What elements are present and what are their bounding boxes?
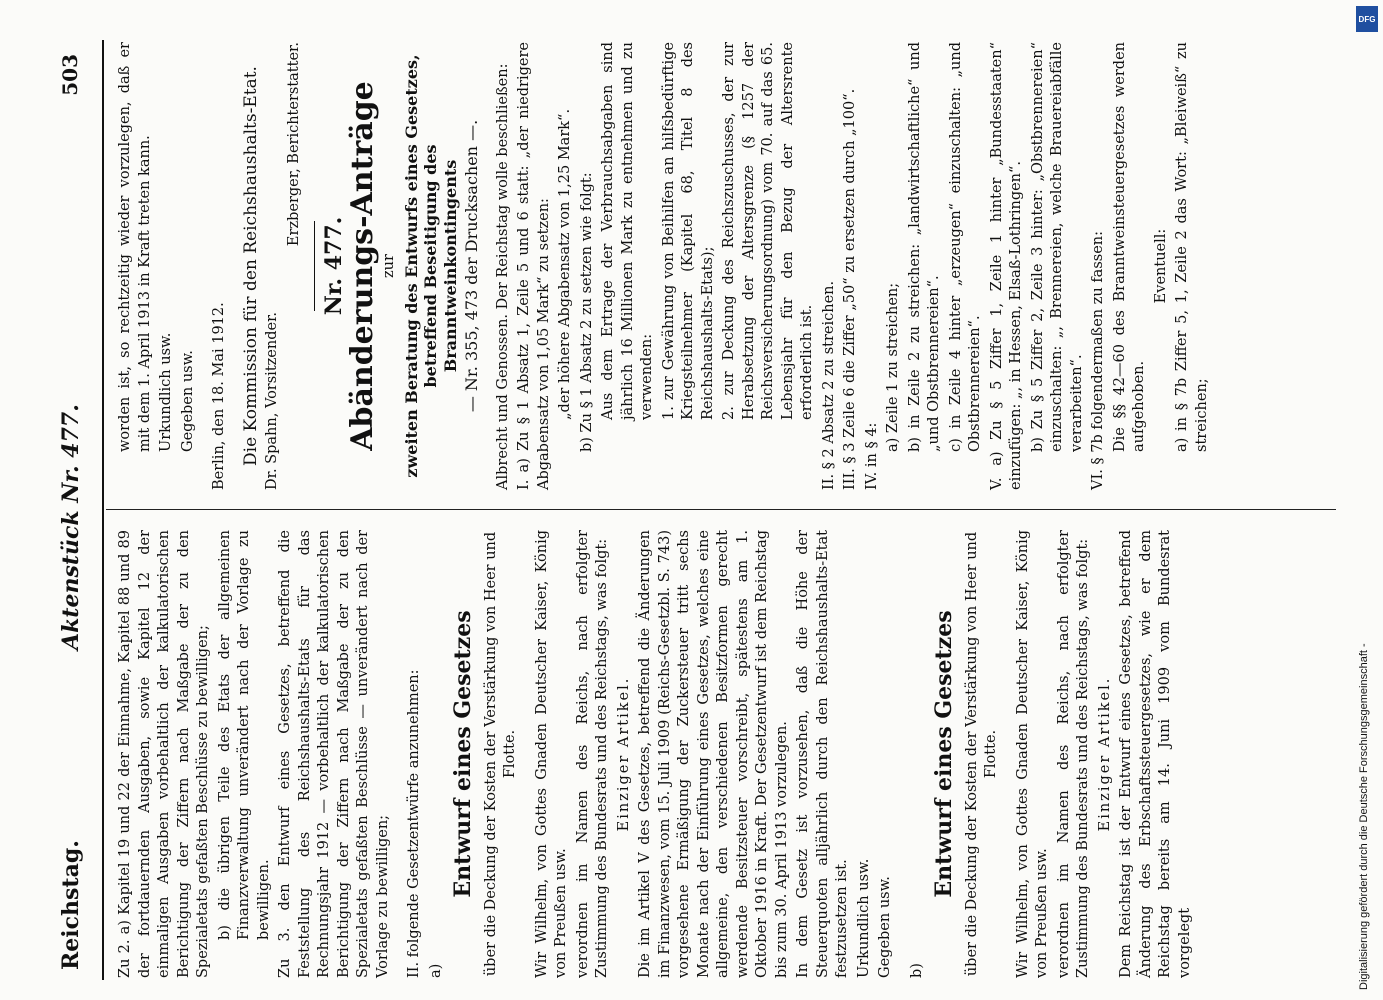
title-connector: zur xyxy=(381,254,397,278)
para: c) in Zeile 4 hinter „erzeugen“ einzuschalten: „und Obstbrennereien“. xyxy=(947,42,983,452)
para: 1. zur Gewährung von Beihilfen an hilfsbedürftige Kriegsteilnehmer (Kapitel 68, Titel 8 des Reichshaushalts-Etats); xyxy=(660,42,716,420)
date-line: Berlin, den 18. Mai 1912. xyxy=(211,302,227,490)
para: VI. § 7b folgendermaßen zu fassen: xyxy=(1090,230,1106,490)
para: b) Zu § 5 Ziffer 2, Zeile 3 hinter: „Obstbrennereien“ einzuschalten: „, Brennereien, welche Brauereiabfälle verarbeiten“. xyxy=(1029,42,1085,452)
para: „der höhere Abgabensatz von 1,25 Mark“. xyxy=(557,108,573,420)
para: Eventuell: xyxy=(1152,228,1169,304)
article-heading: Einziger Artikel. xyxy=(615,676,632,832)
column-divider xyxy=(106,509,1336,510)
commission-title: Die Kommission für den Reichshaushalts-Etat. xyxy=(240,66,261,466)
para: Gegeben usw. xyxy=(179,350,196,452)
section-heading: Entwurf eines Gesetzes xyxy=(450,610,476,898)
para: IV. in § 4: xyxy=(863,422,880,490)
section-subheading: über die Deckung der Kosten der Verstärkung von Heer und Flotte. xyxy=(482,531,518,977)
section-subheading: über die Deckung der Kosten der Verstärkung von Heer und Flotte. xyxy=(963,531,999,977)
page-number: 503 xyxy=(58,54,82,96)
para: II. folgende Gesetzentwürfe anzunehmen: xyxy=(406,669,422,978)
signature-reporter: Erzberger, Berichterstatter. xyxy=(285,42,302,247)
para: Urkundlich usw. xyxy=(855,858,872,978)
para: 2. zur Deckung des Reichszuschusses, der zur Herabsetzung der Altersgrenze (§ 1257 der Reichsversicherungsordnung) vom 70. auf das 65. Lebensjahr für den Bezug der Altersrente erforderlich ist. xyxy=(721,42,815,420)
para: Wir Wilhelm, von Gottes Gnaden Deutscher Kaiser, König von Preußen usw. xyxy=(533,530,569,978)
page-header xyxy=(20,30,84,990)
para: Dem Reichstag ist der Entwurf eines Gesetzes, betreffend Änderung des Erbschaftssteuergesetzes, wie er dem Reichstag bereits am 14. Juni 1909 vom Bundesrat vorgelegt xyxy=(1118,530,1193,978)
header-title: Aktenstück Nr. 477. xyxy=(58,404,84,650)
section-heading: Entwurf eines Gesetzes xyxy=(931,610,957,898)
left-column xyxy=(116,530,1197,978)
document-title: Abänderungs-Anträge xyxy=(344,81,380,451)
document-sheet xyxy=(20,30,1340,990)
signature-chair: Dr. Spahn, Vorsitzender. xyxy=(264,311,280,490)
right-column xyxy=(116,42,1214,490)
para: Zu 3. den Entwurf eines Gesetzes, betreffend die Feststellung des Reichshaushalts-Etats für das Rechnungsjahr 1912 — vorbehaltlich der kalkulatorischen Berichtigung der Ziffern nach Maßgabe der zu den Spezialetats gefaßten Beschlüsse — unverändert nach der Vorlage zu bewilligen; xyxy=(277,530,391,978)
para: Wir Wilhelm, von Gottes Gnaden Deutscher Kaiser, König von Preußen usw. xyxy=(1014,530,1050,978)
para: Die im Artikel V des Gesetzes, betreffend die Änderungen im Finanzwesen, vom 15. Juli 1909 (Reichs-Gesetzbl. S. 743) vorgesehene Ermäßigung der Zuckersteuer tritt sechs Monate nach der Einführung eines Gesetzes, welches eine allgemeine, den verschiedenen Besitzformen gerecht werdende Besitzsteuer vorschreibt, spätestens am 1. Oktober 1916 in Kraft. Der Gesetzentwurf ist dem Reichstag bis zum 30. April 1913 vorzulegen. xyxy=(637,530,790,978)
para: Albrecht und Genossen. Der Reichstag wolle beschließen: xyxy=(494,63,511,490)
para: Gegeben usw. xyxy=(877,876,893,978)
para: V. a) Zu § 5 Ziffer 1, Zeile 1 hinter „Bundesstaaten“ einzufügen: „, in Hessen, Elsaß-Lothringen“. xyxy=(988,42,1024,490)
para: Urkundlich usw. xyxy=(158,332,174,452)
para: a) in § 7b Ziffer 5, 1, Zeile 2 das Wort: „Bleiweiß“ zu streichen; xyxy=(1174,42,1210,452)
para: Die §§ 42—60 des Branntweinsteuergesetzes werden aufgehoben. xyxy=(1111,42,1147,452)
para: worden ist, so rechtzeitig wieder vorzulegen, daß er mit dem 1. April 1913 in Kraft treten kann. xyxy=(117,42,153,452)
para: Aus dem Ertrage der Verbrauchsabgaben sind jährlich 16 Millionen Mark zu entnehmen und zu verwenden: xyxy=(600,42,655,420)
header-left: Reichstag. xyxy=(58,840,84,970)
header-rule xyxy=(102,40,104,980)
para: verordnen im Namen des Reichs, nach erfolgter Zustimmung des Bundesrats und des Reichstags, was folgt: xyxy=(1055,530,1091,978)
para: In dem Gesetz ist vorzusehen, daß die Höhe der Steuerquoten alljährlich durch den Reichshaushalts-Etat festzusetzen ist. xyxy=(795,530,850,978)
separator xyxy=(314,221,315,311)
para: verordnen im Namen des Reichs, nach erfolgter Zustimmung des Bundesrats und des Reichstags, was folgt: xyxy=(574,530,610,978)
dfg-logo: DFG xyxy=(1356,6,1378,32)
para: b) in Zeile 2 zu streichen: „landwirtschaftliche“ und „und Obstbrennereien“. xyxy=(906,42,942,452)
para: b) Zu § 1 Absatz 2 zu setzen wie folgt: xyxy=(578,172,595,452)
para: a) Zeile 1 zu streichen; xyxy=(885,282,901,452)
article-heading: Einziger Artikel. xyxy=(1096,676,1113,832)
para: I. a) Zu § 1 Absatz 1, Zeile 5 und 6 statt: „der niedrigere Abgabensatz von 1,05 Mark“ zu setzen: xyxy=(516,42,552,490)
digitization-credit: Digitalisierung gefördert durch die Deutsche Forschungsgemeinschaft - xyxy=(1358,643,1370,990)
document-subtitle: zweiten Beratung des Entwurfs eines Gesetzes, betreffend Beseitigung des Branntweinkontingents xyxy=(401,54,460,478)
para: b) die übrigen Teile des Etats der allgemeinen Finanzverwaltung unverändert nach der Vorlage zu bewilligen. xyxy=(216,530,272,940)
para-label: b) xyxy=(908,963,925,978)
document-number: Nr. 477. xyxy=(321,216,347,316)
document-reference: — Nr. 355, 473 der Drucksachen —. xyxy=(462,119,481,413)
para: III. § 3 Zeile 6 die Ziffer „50“ zu ersetzen durch „100“. xyxy=(842,88,858,490)
para: Zu 2. a) Kapitel 19 und 22 der Einnahme, Kapitel 88 und 89 der fortdauernden Ausgaben, sowie Kapitel 12 der einmaligen Ausgaben vorbehaltlich der kalkulatorischen Berichtigung der Ziffern nach Maßgabe der zu den Spezialetats gefaßten Beschlüsse zu bewilligen; xyxy=(117,530,211,978)
para-label: a) xyxy=(427,963,444,978)
para: II. § 2 Absatz 2 zu streichen. xyxy=(820,280,837,490)
